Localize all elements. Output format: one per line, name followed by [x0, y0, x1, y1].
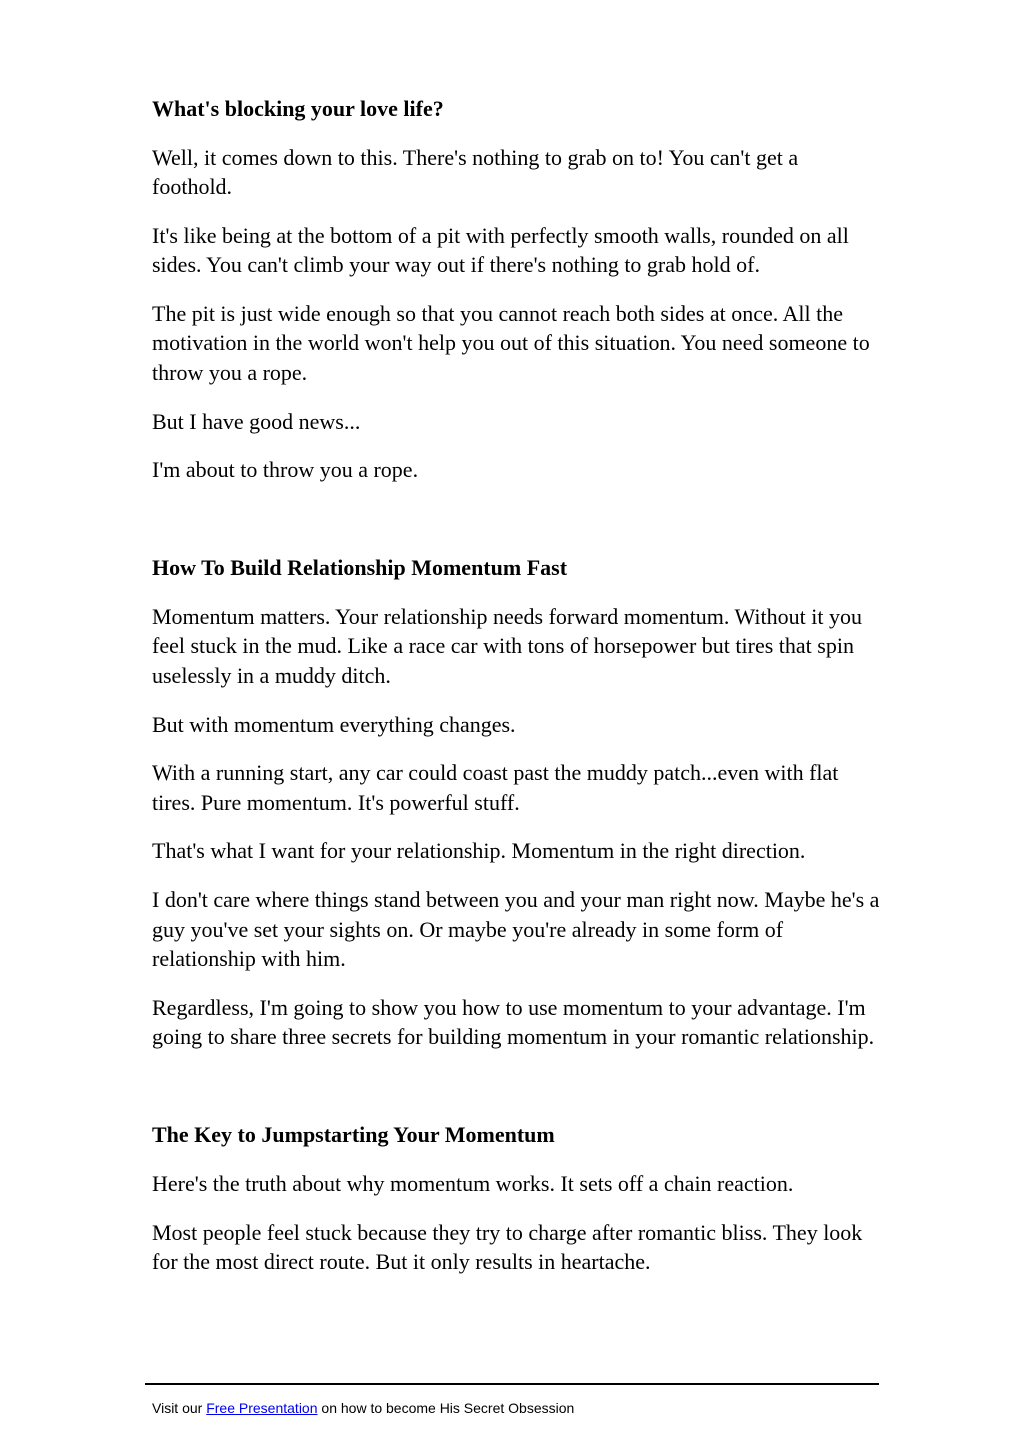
section-blocking: [152, 94, 882, 485]
paragraph: But with momentum everything changes.: [152, 711, 516, 737]
free-presentation-link[interactable]: Free Presentation: [206, 1400, 318, 1416]
section-momentum: [152, 553, 882, 1051]
section-spacer: [152, 504, 882, 553]
footer-suffix: on how to become His Secret Obsession: [317, 1400, 575, 1416]
section-spacer: [152, 1071, 882, 1120]
section-heading: What's blocking your love life?: [152, 96, 444, 121]
section-heading: The Key to Jumpstarting Your Momentum: [152, 1121, 555, 1147]
document-body: [152, 94, 882, 1296]
paragraph: Most people feel stuck because they try to charge after romantic bliss. They look for the most direct route. But it only results in heartache.: [152, 1219, 863, 1274]
paragraph: I'm about to throw you a rope.: [152, 457, 419, 483]
paragraph: But I have good news...: [152, 408, 361, 434]
paragraph: That's what I want for your relationship. Momentum in the right direction.: [152, 838, 806, 864]
section-heading: How To Build Relationship Momentum Fast: [152, 555, 568, 581]
footer-divider: [145, 1383, 879, 1385]
section-jumpstart: [152, 1120, 882, 1276]
paragraph: Momentum matters. Your relationship needs forward momentum. Without it you feel stuck in the mud. Like a race car with tons of horsepower but tires that spin uselessly in a muddy ditch.: [152, 604, 862, 688]
paragraph: Well, it comes down to this. There's nothing to grab on to! You can't get a foothold.: [152, 145, 799, 200]
paragraph: With a running start, any car could coast past the muddy patch...even with flat tires. Pure momentum. It's powerful stuff.: [152, 760, 839, 815]
paragraph: Here's the truth about why momentum works. It sets off a chain reaction.: [152, 1170, 794, 1196]
paragraph: I don't care where things stand between you and your man right now. Maybe he's a guy you've set your sights on. Or maybe you're already in some form of relationship with him.: [152, 887, 880, 971]
footer: [152, 1400, 574, 1417]
paragraph: The pit is just wide enough so that you cannot reach both sides at once. All the motivation in the world won't help you out of this situation. You need someone to throw you a rope.: [152, 301, 870, 385]
paragraph: It's like being at the bottom of a pit with perfectly smooth walls, rounded on all sides. You can't climb your way out if there's nothing to grab hold of.: [152, 223, 849, 278]
footer-prefix: Visit our: [152, 1400, 207, 1416]
paragraph: Regardless, I'm going to show you how to use momentum to your advantage. I'm going to share three secrets for building momentum in your romantic relationship.: [152, 994, 875, 1049]
